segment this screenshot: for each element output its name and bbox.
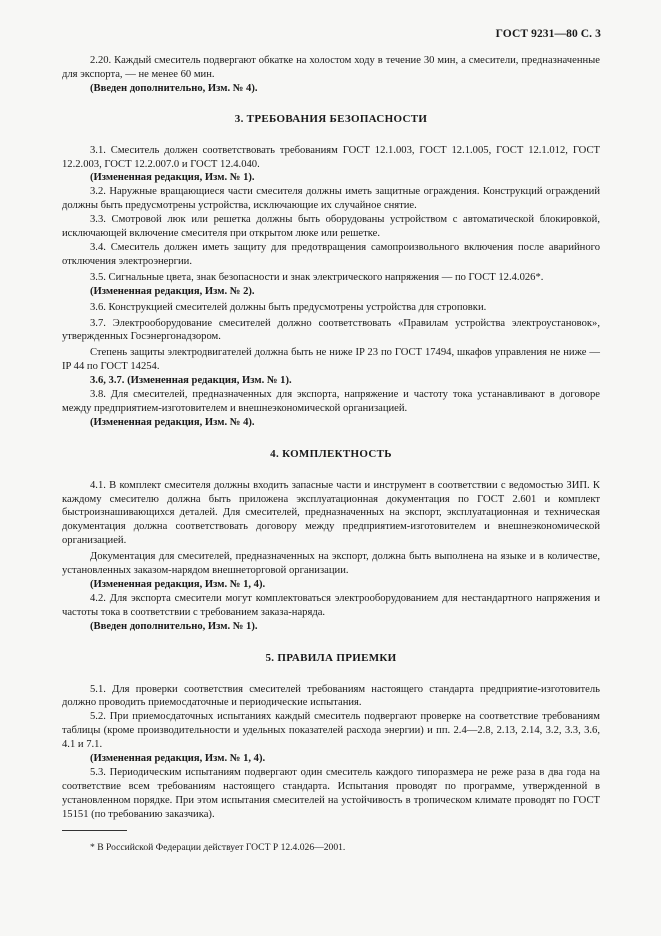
paragraph-4-2: 4.2. Для экспорта смесители могут комплектоваться электрооборудованием для нестандартного напряжения и частоты тока в соответствии с требованием заказа-наряда. (62, 592, 600, 618)
paragraph-4-1: 4.1. В комплект смесителя должны входить запасные части и инструмент в соответствии с ведомостью ЗИП. К каждому смесителю должна быть приложена эксплуатационная документация по ГОСТ 2.601 и комплект быстроизнашивающихся деталей. Для смесителей, предназначенных на экспорт, эксплуатационная и техническая документация должна соответствовать договору между предприятием-изготовителем и внешнеэкономической организацией. (62, 479, 600, 547)
document-body (62, 54, 600, 855)
paragraph-export-documentation: Документация для смесителей, предназначенных на экспорт, должна быть выполнена на языке и в количестве, установленных заказом-нарядом внешнеторговой организации. (62, 551, 600, 577)
paragraph-2-20: 2.20. Каждый смеситель подвергают обкатке на холостом ходу в течение 30 мин, а смесители, предназначенные для экспорта, — не менее 60 мин. (62, 55, 600, 80)
amendment-note: (Введен дополнительно, Изм. № 1). (90, 620, 258, 632)
paragraph-3-2: 3.2. Наружные вращающиеся части смесителя должны иметь защитные ограждения. Конструкций ограждений должны быть предусмотрены устройства, исключающие их случайное снятие. (62, 186, 600, 212)
footnote: * В Российской Федерации действует ГОСТ Р 12.4.026—2001. (90, 841, 346, 853)
amendment-note: (Измененная редакция, Изм. № 2). (90, 285, 255, 297)
page-header: ГОСТ 9231—80 С. 3 (495, 28, 601, 40)
amendment-note: (Измененная редакция, Изм. № 1, 4). (90, 753, 266, 765)
paragraph-5-2: 5.2. При приемосдаточных испытаниях каждый смеситель подвергают проверке на соответствие требованиям таблицы (кроме производительности и удельных показателей расхода энергии) и пп. 2.4—2.8, 2.13, 2.14, 3.2, 3.3, 3.6, 4.1 и 7.1. (62, 711, 600, 751)
paragraph-5-1: 5.1. Для проверки соответствия смесителей требованиям настоящего стандарта предприятие-изготовитель должно проводить приемосдаточные и периодические испытания. (62, 683, 600, 709)
paragraph-3-4: 3.4. Смеситель должен иметь защиту для предотвращения самопроизвольного включения после аварийного отключения электроэнергии. (62, 241, 600, 267)
section-heading-acceptance: 5. ПРАВИЛА ПРИЕМКИ (265, 651, 397, 664)
paragraph-protection-degree: Степень защиты электродвигателей должна быть не ниже IP 23 по ГОСТ 17494, шкафов управления не ниже — IP 44 по ГОСТ 14254. (62, 347, 600, 373)
paragraph-5-3: 5.3. Периодическим испытаниям подвергают один смеситель каждого типоразмера не реже раза в два года на соответствие всем требованиям настоящего стандарта. Испытания проводят по программе, утвержденной в установленном порядке. При этом испытания смесителей на устойчивость в тропическом климате проводят по ГОСТ 15151 (по требованию заказчика). (62, 766, 600, 820)
paragraph-3-1: 3.1. Смеситель должен соответствовать требованиям ГОСТ 12.1.003, ГОСТ 12.1.005, ГОСТ 12.1.012, ГОСТ 12.2.003, ГОСТ 12.2.007.0 и ГОСТ 12.4.040. (62, 144, 600, 170)
amendment-note: (Введен дополнительно, Изм. № 4). (90, 82, 258, 94)
section-heading-safety: 3. ТРЕБОВАНИЯ БЕЗОПАСНОСТИ (234, 112, 428, 125)
paragraph-3-6: 3.6. Конструкцией смесителей должны быть предусмотрены устройства для строповки. (90, 301, 487, 313)
paragraph-3-5: 3.5. Сигнальные цвета, знак безопасности и знак электрического напряжения — по ГОСТ 12.4.026*. (90, 271, 544, 283)
amendment-note: (Измененная редакция, Изм. № 4). (90, 416, 255, 428)
amendment-note: (Измененная редакция, Изм. № 1). (90, 172, 255, 184)
footnote-divider (62, 830, 127, 831)
amendment-note: (Измененная редакция, Изм. № 1, 4). (90, 579, 266, 590)
section-heading-completeness: 4. КОМПЛЕКТНОСТЬ (270, 447, 392, 460)
paragraph-3-8: 3.8. Для смесителей, предназначенных для экспорта, напряжение и частоту тока устанавливают в договоре между предприятием-изготовителем и внешнеэкономической организацией. (62, 389, 600, 414)
amendment-note: 3.6, 3.7. (Измененная редакция, Изм. № 1). (90, 375, 292, 387)
paragraph-3-3: 3.3. Смотровой люк или решетка должны быть оборудованы устройством с автоматической блокировкой, исключающей включение смесителя при открытом люке или решетке. (62, 214, 600, 240)
paragraph-3-7: 3.7. Электрооборудование смесителей должно соответствовать «Правилам устройства электроустановок», утвержденных Госэнергонадзором. (62, 317, 600, 343)
